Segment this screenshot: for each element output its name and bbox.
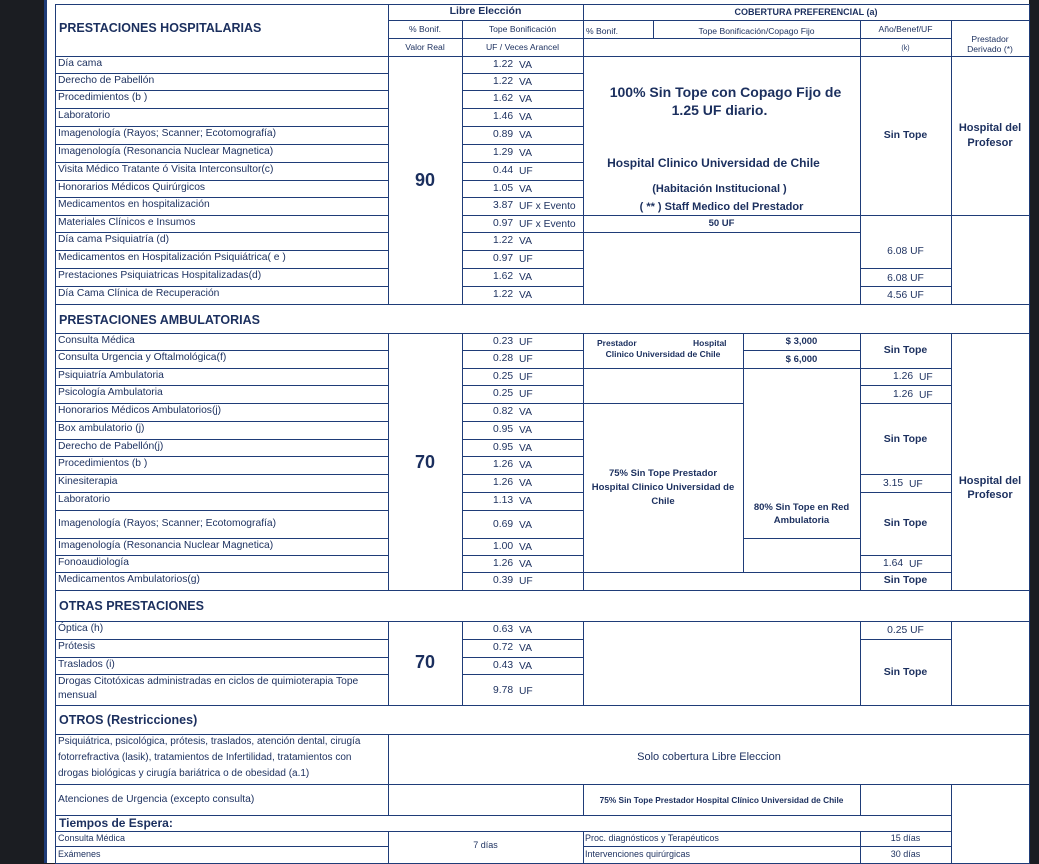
k-label: (k): [901, 45, 910, 52]
amb-row-name: Consulta Médica: [58, 335, 135, 346]
hosp-tope-unit: UF x Evento: [519, 201, 576, 212]
otras-tope-value: 9.78: [493, 685, 514, 696]
amb-row-name: Imagenología (Resonancia Nuclear Magnetica): [58, 540, 274, 551]
psiq-tope-1: 6.08 UF: [887, 246, 924, 257]
hosp-prestador-2: Profesor: [967, 137, 1013, 149]
amb-pref-blank-1: [583, 368, 744, 404]
amb-tope-unit: VA: [519, 407, 532, 418]
otras-tope-unit: VA: [519, 661, 532, 672]
hosp-tope-value: 1.22: [493, 235, 514, 246]
amb-tope-value: 0.82: [493, 406, 514, 417]
hosp-row-name: Imagenología (Rayos; Scanner; Ecotomografía): [58, 128, 277, 139]
espera-examenes: Exámenes: [58, 849, 101, 859]
hosp-row-name: Laboratorio: [58, 110, 111, 121]
amb-psic-unit: UF: [919, 390, 933, 401]
psiq-tope-2: 6.08 UF: [887, 273, 924, 284]
otros-restr-3: drogas biológicas y cirugía bariátrica o de obesidad (a.1): [58, 768, 310, 779]
otros-title: OTROS (Restricciones): [59, 713, 198, 727]
amb-tope-unit: UF: [519, 354, 533, 365]
amb-pref-80: [743, 368, 861, 539]
amb-tope-value: 1.26: [493, 477, 514, 488]
otros-urgencia: Atenciones de Urgencia (excepto consulta): [58, 794, 255, 805]
amb-kine-cell: [860, 474, 952, 493]
amb-tope-value: 0.25: [493, 371, 514, 382]
amb-fono-value: 1.64: [883, 558, 904, 569]
libre-eleccion-label: Libre Elección: [449, 5, 522, 17]
hosp-tope-unit: VA: [519, 290, 532, 301]
hosp-row-name: Materiales Clínicos e Insumos: [58, 217, 196, 228]
amb-psiq-unit: UF: [919, 372, 933, 383]
hosp-row-name: Medicamentos en Hospitalización Psiquiátrica( e ): [58, 252, 286, 263]
hosp-prestador-blank: [951, 215, 1030, 305]
hosp-pref-psiq: [583, 232, 861, 305]
amb-psiq-value: 1.26: [893, 371, 914, 382]
amb-tope-unit: UF: [519, 337, 533, 348]
espera-proc: Proc. diagnósticos y Terapéuticos: [585, 833, 719, 843]
espera-7dias: 7 días: [473, 840, 498, 850]
hosp-tope-unit: VA: [519, 60, 532, 71]
pref-tope-label: Tope Bonificación/Copago Fijo: [698, 26, 815, 36]
hosp-row-name: Medicamentos en hospitalización: [58, 199, 210, 210]
pref-pct-label: % Bonif.: [586, 26, 619, 36]
section-title-otros: [55, 705, 1030, 735]
amb-tope-unit: UF: [519, 576, 533, 587]
hosp-row-name: Derecho de Pabellón: [58, 75, 155, 86]
amb-row-name: Consulta Urgencia y Oftalmológica(f): [58, 352, 227, 363]
hosp-psiq-cell-1: [860, 215, 952, 269]
espera-15dias: 15 días: [890, 833, 921, 843]
hosp-row-name: Imagenología (Resonancia Nuclear Magnetica): [58, 146, 274, 157]
hosp-tope-unit: VA: [519, 184, 532, 195]
otras-row-label: [55, 621, 389, 640]
otras-optica-tope: 0.25 UF: [887, 625, 924, 636]
hosp-tope-value: 1.22: [493, 76, 514, 87]
hosp-tope-unit: VA: [519, 272, 532, 283]
hosp-tope-unit: UF: [519, 166, 533, 177]
otros-restr-2: fotorrefractiva (lasik), tratamientos de Infertilidad, tratamientos con: [58, 752, 352, 763]
amb-row-name: Medicamentos Ambulatorios(g): [58, 574, 200, 585]
amb-pref-blank-3: [583, 572, 861, 591]
otras-prestador-blank: [951, 621, 1030, 706]
amb-row-name: Derecho de Pabellón(j): [58, 441, 164, 452]
otras-row-name-2: mensual: [58, 690, 97, 701]
amb-row-name: Honorarios Médicos Ambulatorios(j): [58, 405, 222, 416]
otras-tope-value: 0.43: [493, 660, 514, 671]
hosp-row-name: Día cama Psiquiatría (d): [58, 234, 170, 245]
hosp-tope-value: 1.05: [493, 183, 514, 194]
hosp-tope-value: 0.97: [493, 218, 514, 229]
pref-habitacion: (Habitación Institucional ): [652, 183, 787, 195]
hosp-tope-value: 1.62: [493, 93, 514, 104]
amb-row-name: Kinesiterapia: [58, 476, 118, 487]
amb-75-line2: Hospital Clinico Universidad de: [591, 482, 735, 493]
amb-row-name: Imagenología (Rayos; Scanner; Ecotomografía): [58, 518, 277, 529]
otros-urgencia-pref: 75% Sin Tope Prestador Hospital Clínico Universidad de Chile: [599, 795, 844, 805]
amb-tope-unit: VA: [519, 559, 532, 570]
otras-row-label: [55, 639, 389, 658]
hosp-tope-value: 0.97: [493, 253, 514, 264]
hosp-row-name: Prestaciones Psiquiatricas Hospitalizadas(d): [58, 270, 262, 281]
otros-urgencia-blank: [388, 784, 584, 816]
amb-prestador-cell: [951, 333, 1030, 591]
amb-tope-unit: VA: [519, 520, 532, 531]
espera-examenes-cell: [55, 846, 389, 864]
otras-tope-value: 0.72: [493, 642, 514, 653]
amb-tope-value: 0.23: [493, 336, 514, 347]
amb-clinico-label: Clinico Universidad de Chile: [605, 349, 721, 359]
otros-urgencia-blank-3: [951, 784, 1030, 864]
espera-title: Tiempos de Espera:: [59, 816, 173, 830]
amb-tope-unit: VA: [519, 496, 532, 507]
amb-80-line2: Ambulatoria: [773, 515, 830, 526]
hosp-prestador-1: Hospital del: [958, 122, 1022, 134]
hosp-row-name: Día cama: [58, 58, 103, 69]
hosp-tope-unit: VA: [519, 112, 532, 123]
amb-row-name: Psiquiatría Ambulatoria: [58, 370, 164, 381]
amb-80-line1: 80% Sin Tope en Red: [753, 502, 850, 513]
hosp-tope-unit: VA: [519, 77, 532, 88]
espera-consulta: Consulta Médica: [58, 833, 126, 843]
amb-tope-value: 1.00: [493, 541, 514, 552]
otras-title: OTRAS PRESTACIONES: [59, 599, 204, 613]
section-title-espera: [55, 815, 952, 832]
amb-copago-1: $ 3,000: [785, 336, 818, 347]
hosp-tope-value: 1.22: [493, 59, 514, 70]
amb-tope-unit: VA: [519, 460, 532, 471]
amb-sintope-3: Sin Tope: [883, 517, 928, 529]
otras-row-name: Prótesis: [58, 641, 96, 652]
amb-tope-unit: UF: [519, 389, 533, 400]
hosp-tope-value: 1.62: [493, 271, 514, 282]
cobertura-preferencial-label: COBERTURA PREFERENCIAL (a): [734, 7, 878, 17]
amb-tope-unit: VA: [519, 443, 532, 454]
otras-sintope: Sin Tope: [883, 666, 928, 678]
amb-tope-value: 0.95: [493, 424, 514, 435]
otros-urgencia-blank-2: [860, 784, 952, 816]
amb-copago-2: $ 6,000: [785, 354, 818, 365]
hosp-row-name: Honorarios Médicos Quirúrgicos: [58, 182, 206, 193]
otras-row-name: Drogas Citotóxicas administradas en ciclos de quimioterapia Tope: [58, 676, 359, 687]
valor-real-label: Valor Real: [405, 42, 445, 52]
ambulatorias-title: PRESTACIONES AMBULATORIAS: [59, 313, 260, 327]
plan-sheet: [44, 0, 1029, 863]
prestador-label-2: Derivado (*): [967, 44, 1013, 54]
hosp-bonif-value: 90: [414, 170, 436, 190]
amb-75-line1: 75% Sin Tope Prestador: [608, 468, 718, 479]
pref-50uf: 50 UF: [708, 218, 735, 229]
pref-hospital: Hospital Clinico Universidad de Chile: [607, 156, 820, 170]
amb-tope-unit: VA: [519, 425, 532, 436]
hosp-tope-unit: VA: [519, 130, 532, 141]
pct-bonif-label: % Bonif.: [408, 24, 442, 34]
amb-tope-value: 0.69: [493, 519, 514, 530]
hosp-row-name: Procedimientos (b ): [58, 92, 148, 103]
hosp-tope-unit: UF x Evento: [519, 219, 576, 230]
amb-prestador-2: Profesor: [967, 489, 1013, 501]
amb-tope-value: 1.26: [493, 459, 514, 470]
amb-kine-value: 3.15: [883, 478, 904, 489]
otras-tope-unit: VA: [519, 625, 532, 636]
hosp-tope-value: 1.22: [493, 289, 514, 300]
amb-row-name: Laboratorio: [58, 494, 111, 505]
amb-bonif-value: 70: [414, 452, 436, 472]
tope-bonif-label: Tope Bonificación: [488, 24, 557, 34]
uf-veces-label: UF / Veces Arancel: [485, 42, 560, 52]
amb-psic-value: 1.26: [893, 389, 914, 400]
hosp-tope-unit: VA: [519, 94, 532, 105]
amb-sintope-2: Sin Tope: [883, 433, 928, 445]
espera-interv: Intervenciones quirúrgicas: [585, 849, 691, 859]
amb-fono-cell: [860, 555, 952, 573]
otras-bonif-value: 70: [414, 652, 436, 672]
amb-row-name: Procedimientos (b ): [58, 458, 148, 469]
amb-tope-unit: VA: [519, 478, 532, 489]
amb-tope-value: 1.26: [493, 558, 514, 569]
amb-pref-blank-2: [743, 538, 861, 573]
amb-sintope-1: Sin Tope: [883, 344, 928, 356]
psiq-tope-3: 4.56 UF: [887, 290, 924, 301]
pref-staff: ( ** ) Staff Medico del Prestador: [639, 201, 804, 213]
amb-tope-value: 0.28: [493, 353, 514, 364]
hospitalarias-title: PRESTACIONES HOSPITALARIAS: [59, 21, 262, 35]
otros-solo-libre: Solo cobertura Libre Eleccion: [637, 751, 781, 763]
amb-prestador-label: Prestador: [597, 338, 637, 348]
amb-tope-value: 0.25: [493, 388, 514, 399]
ano-benef-label: Año/Benef/UF: [878, 24, 933, 34]
otras-tope-unit: UF: [519, 686, 533, 697]
hosp-tope-value: 1.29: [493, 147, 514, 158]
otros-restr-1: Psiquiátrica, psicológica, prótesis, traslados, atención dental, cirugía: [58, 736, 361, 747]
amb-hospital-label: Hospital: [693, 338, 727, 348]
prestador-label-1: Prestador: [971, 34, 1009, 44]
amb-tope-value: 0.95: [493, 442, 514, 453]
otras-tope-unit: VA: [519, 643, 532, 654]
espera-30dias: 30 días: [890, 849, 921, 859]
amb-row-name: Psicología Ambulatoria: [58, 387, 163, 398]
hosp-tope-unit: VA: [519, 236, 532, 247]
col-pref-blank: [583, 38, 861, 57]
amb-row-name: Box ambulatorio (j): [58, 423, 145, 434]
hosp-row-name: Visita Médico Tratante ó Visita Interconsultor(c): [58, 164, 274, 175]
hosp-tope-value: 0.44: [493, 165, 514, 176]
otras-pref-blank: [583, 621, 861, 706]
amb-tope-value: 1.13: [493, 495, 514, 506]
hosp-tope-value: 3.87: [493, 200, 514, 211]
hosp-row-name: Día Cama Clínica de Recuperación: [58, 288, 220, 299]
hosp-tope-unit: VA: [519, 148, 532, 159]
amb-tope-unit: UF: [519, 372, 533, 383]
hosp-tope-value: 0.89: [493, 129, 514, 140]
amb-prestador-1: Hospital del: [958, 475, 1022, 487]
hosp-tope-unit: UF: [519, 254, 533, 265]
amb-kine-unit: UF: [909, 479, 923, 490]
hosp-tope-value: 1.46: [493, 111, 514, 122]
pref-copago-line1: 100% Sin Tope con Copago Fijo de: [609, 84, 842, 100]
amb-tope-value: 0.39: [493, 575, 514, 586]
hosp-sintope: Sin Tope: [883, 129, 928, 141]
otras-row-name: Óptica (h): [58, 623, 104, 634]
amb-sintope-4: Sin Tope: [883, 574, 928, 586]
hosp-prestador-cell: [951, 56, 1030, 216]
amb-tope-unit: VA: [519, 542, 532, 553]
amb-75-line3: Chile: [651, 496, 675, 507]
otras-row-name: Traslados (i): [58, 659, 115, 670]
amb-fono-unit: UF: [909, 559, 923, 570]
otras-tope-value: 0.63: [493, 624, 514, 635]
amb-row-name: Fonoaudiología: [58, 557, 129, 568]
hosp-row-label: [55, 56, 389, 74]
pref-copago-line2: 1.25 UF diario.: [671, 102, 768, 118]
